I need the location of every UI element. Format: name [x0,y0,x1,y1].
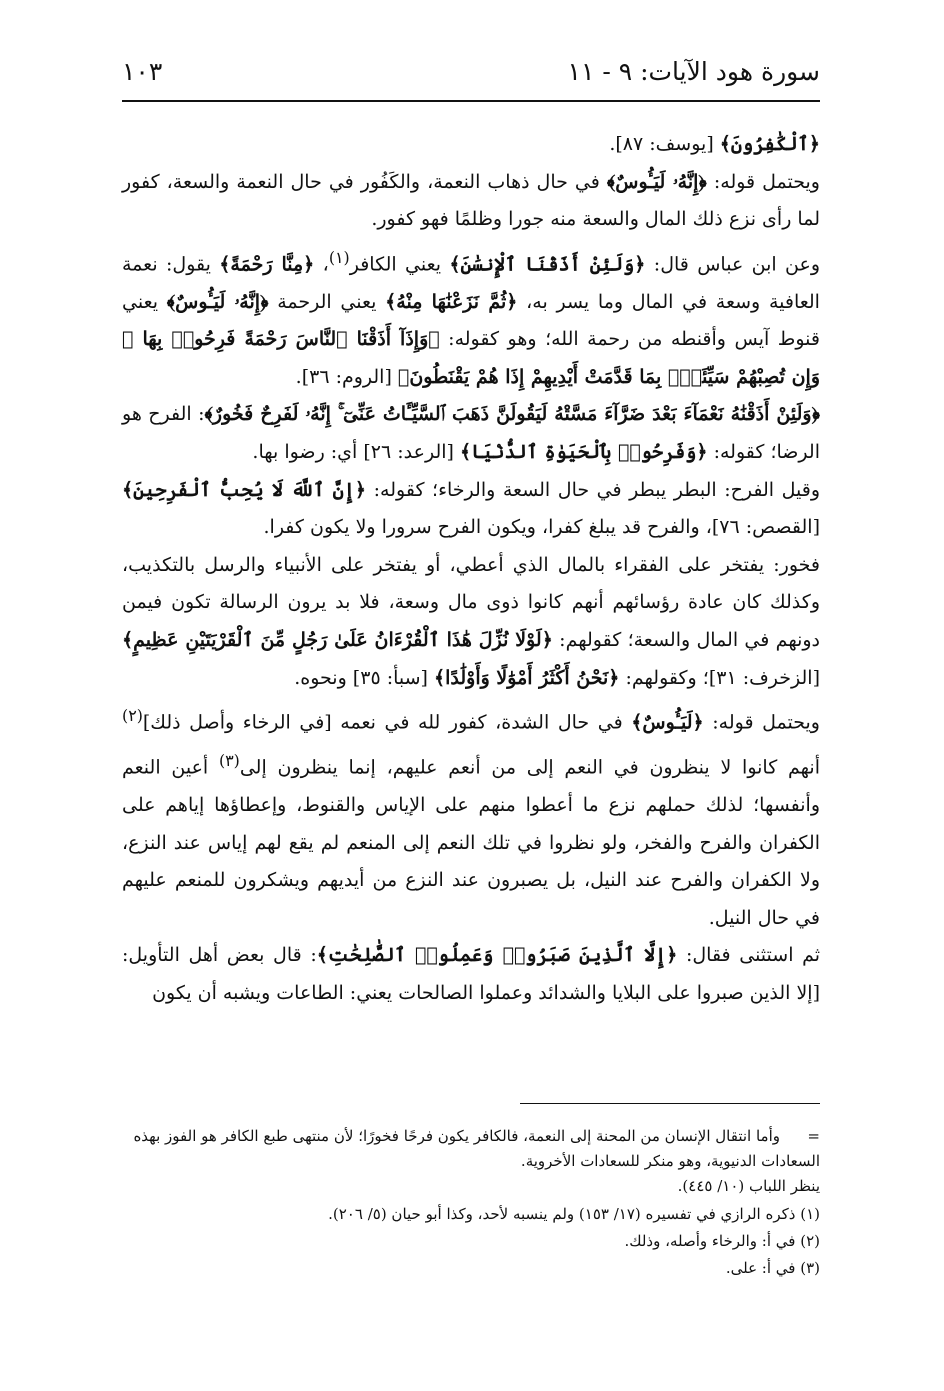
paragraph: ويحتمل قوله: ﴿لَيَـُٔوسٌ﴾ في حال الشدة، كفور لله في نعمه [في الرخاء وأصل ذلك]$^{(٢)}$ أنهم كانوا لا ينظرون في النعم إلى من أنعم عليهم، إنما ينظرون إلى$^{(٣)}$ أعين النعم وأنفسها؛ لذلك حملهم نزع ما أعطوا منهم على الإياس والقنوط، وإعطاؤها إياهم على الكفران والفرح والفخر، ولو نظروا في تلك النعم إلى المنعم لم يقع لهم إياس عند النزع، ولا الكفران والفرح عند النيل، بل يصبرون عند النزع من أيديهم ويشكرون للمنعم عليهم في حال النيل. [122,706,820,929]
footnote-continuation: =وأما انتقال الإنسان من المحنة إلى النعمة، فالكافر يكون فرحًا فخورًا؛ لأن منتهى طبع الكافر هو الفوز بهذه السعادات الدنيوية، وهو منكر للسعادات الأخروية. ينظر اللباب (١٠/ ٤٤٥). [122,1124,820,1199]
page-number: ١٠٣ [122,57,163,86]
footnote-3: (٣) في أ: على. [725,1259,820,1277]
footnote-1: (١) ذكره الرازي في تفسيره (١٧/ ١٥٣) ولم ينسبه لأحد، وكذا أبو حيان (٥/ ٢٠٦). [328,1205,820,1223]
paragraph: ﴿ٱلْكَٰفِرُونَ﴾ [يوسف: ٨٧]. [609,133,820,155]
paragraph: وقيل الفرح: البطر يبطر في حال السعة والرخاء؛ كقوله: ﴿إِنَّ ٱللَّهَ لَا يُحِبُّ ٱلْفَرِحِينَ﴾ [القصص: ٧٦]، والفرح قد يبلغ كفرا، ويكون الفرح سرورا ولا يكون كفرا. [122,478,820,539]
paragraph: فخور: يفتخر على الفقراء بالمال الذي أعطي، أو يفتخر على الأنبياء والرسل بالتكذيب، وكذلك كان عادة رؤسائهم أنهم كانوا ذوى مال وسعة، فلا بد يرون الرسالة تكون فيمن دونهم في المال والسعة؛ كقولهم: ﴿لَوْلَا نُزِّلَ هَٰذَا ٱلْقُرْءَانُ عَلَىٰ رَجُلٍ مِّنَ ٱلْقَرْيَتَيْنِ عَظِيمٍ﴾ [الزخرف: ٣١]؛ وكقولهم: ﴿نَحْنُ أَكْثَرُ أَمْوَٰلًا وَأَوْلَٰدًا﴾ [سبأ: ٣٥] ونحوه. [122,553,820,689]
footnote-ref: (١) [328,247,350,267]
quran-quote: ﴿وَلَئِنْ أَذَقْنَا ٱلْإِنسَٰنَ﴾ [449,253,646,276]
continuation-mark: = [807,1127,820,1145]
footnote-rule [520,1103,820,1104]
quran-quote: ﴿لَيَـُٔوسٌ﴾ [631,711,704,734]
main-text [122,126,820,1013]
quran-quote: ﴿إِنَّ ٱللَّهَ لَا يُحِبُّ ٱلْفَرِحِينَ﴾ [122,478,367,501]
quran-quote: ﴿وَإِذَآ أَذَقْنَا ٱلنَّاسَ رَحْمَةً فَرِحُوا۟ بِهَا ۖ وَإِن تُصِبْهُمْ سَيِّئَةٌۢ بِمَا قَدَّمَتْ أَيْدِيهِمْ إِذَا هُمْ يَقْنَطُونَ﴾ [122,328,820,388]
footnote-ref: (٢) [122,706,143,726]
paragraph: ويحتمل قوله: ﴿إِنَّهُۥ لَيَـُٔوسٌ﴾ في حال ذهاب النعمة، والكَفُور في حال النعمة والسعة، كفور لما رأى نزع ذلك المال والسعة منه جورا وظلمًا فهو كفور. [122,170,820,231]
quran-quote: ﴿لَوْلَا نُزِّلَ هَٰذَا ٱلْقُرْءَانُ عَلَىٰ رَجُلٍ مِّنَ ٱلْقَرْيَتَيْنِ عَظِيمٍ﴾ [122,629,553,652]
quran-quote: ﴿إِنَّهُۥ لَيَـُٔوسٌ﴾ [606,170,707,193]
header-rule [122,100,820,102]
footnotes [122,1103,820,1282]
quran-quote: ﴿وَلَئِنْ أَذَقْنَٰهُ نَعْمَآءَ بَعْدَ ضَرَّآءَ مَسَّتْهُ لَيَقُولَنَّ ذَهَبَ ٱلسَّيِّـَٔاتُ عَنِّىٓ ۚ إِنَّهُۥ لَفَرِحٌ فَخُورٌ﴾ [204,403,820,426]
quran-quote: ﴿مِنَّا رَحْمَةً﴾ [219,253,315,276]
page-header [122,50,820,94]
quran-quote: ﴿إِلَّا ٱلَّذِينَ صَبَرُوا۟ وَعَمِلُوا۟ ٱلصَّٰلِحَٰتِ﴾ [316,944,678,967]
paragraph: وعن ابن عباس قال: ﴿وَلَئِنْ أَذَقْنَا ٱلْإِنسَٰنَ﴾ يعني الكافر$^{(١)}$، ﴿مِنَّا رَحْمَةً﴾ يقول: نعمة العافية وسعة في المال وما يسر به، ﴿ثُمَّ نَزَعْنَٰهَا مِنْهُ﴾ يعني الرحمة ﴿إِنَّهُۥ لَيَـُٔوسٌ﴾ يعني قنوط آيس وأقنطه من رحمة الله؛ وهو كقوله: ﴿وَإِذَآ أَذَقْنَا ٱلنَّاسَ رَحْمَةً فَرِحُوا۟ بِهَا ۖ وَإِن تُصِبْهُمْ سَيِّئَةٌۢ بِمَا قَدَّمَتْ أَيْدِيهِمْ إِذَا هُمْ يَقْنَطُونَ﴾ [الروم: ٣٦]. [122,247,821,388]
footnote-ref: (٣) [218,751,240,771]
quran-quote: ﴿إِنَّهُۥ لَيَـُٔوسٌ﴾ [166,290,269,313]
quran-quote: ﴿وَفَرِحُوا۟ بِٱلْحَيَوٰةِ ٱلدُّنْيَا﴾ [459,441,708,464]
quran-quote: ﴿نَحْنُ أَكْثَرُ أَمْوَٰلًا وَأَوْلَٰدًا﴾ [434,666,620,689]
footnote-2: (٢) في أ: والرخاء وأصله، وذلك. [624,1232,820,1250]
quran-quote: ﴿ثُمَّ نَزَعْنَٰهَا مِنْهُ﴾ [385,290,518,313]
paragraph: ثم استثنى فقال: ﴿إِلَّا ٱلَّذِينَ صَبَرُوا۟ وَعَمِلُوا۟ ٱلصَّٰلِحَٰتِ﴾: قال بعض أهل التأويل: [إلا الذين صبروا على البلايا والشدائد وعملوا الصالحات يعني: الطاعات ويشبه أن يكون [122,944,821,1005]
running-title: سورة هود الآيات: ٩ - ١١ [567,57,820,86]
quran-quote: ﴿ٱلْكَٰفِرُونَ﴾ [719,133,820,155]
footnote-list [122,1201,820,1282]
paragraph: ﴿وَلَئِنْ أَذَقْنَٰهُ نَعْمَآءَ بَعْدَ ضَرَّآءَ مَسَّتْهُ لَيَقُولَنَّ ذَهَبَ ٱلسَّيِّـَٔاتُ عَنِّىٓ ۚ إِنَّهُۥ لَفَرِحٌ فَخُورٌ﴾: الفرح هو الرضا؛ كقوله: ﴿وَفَرِحُوا۟ بِٱلْحَيَوٰةِ ٱلدُّنْيَا﴾ [الرعد: ٢٦] أي: رضوا بها. [122,403,820,464]
